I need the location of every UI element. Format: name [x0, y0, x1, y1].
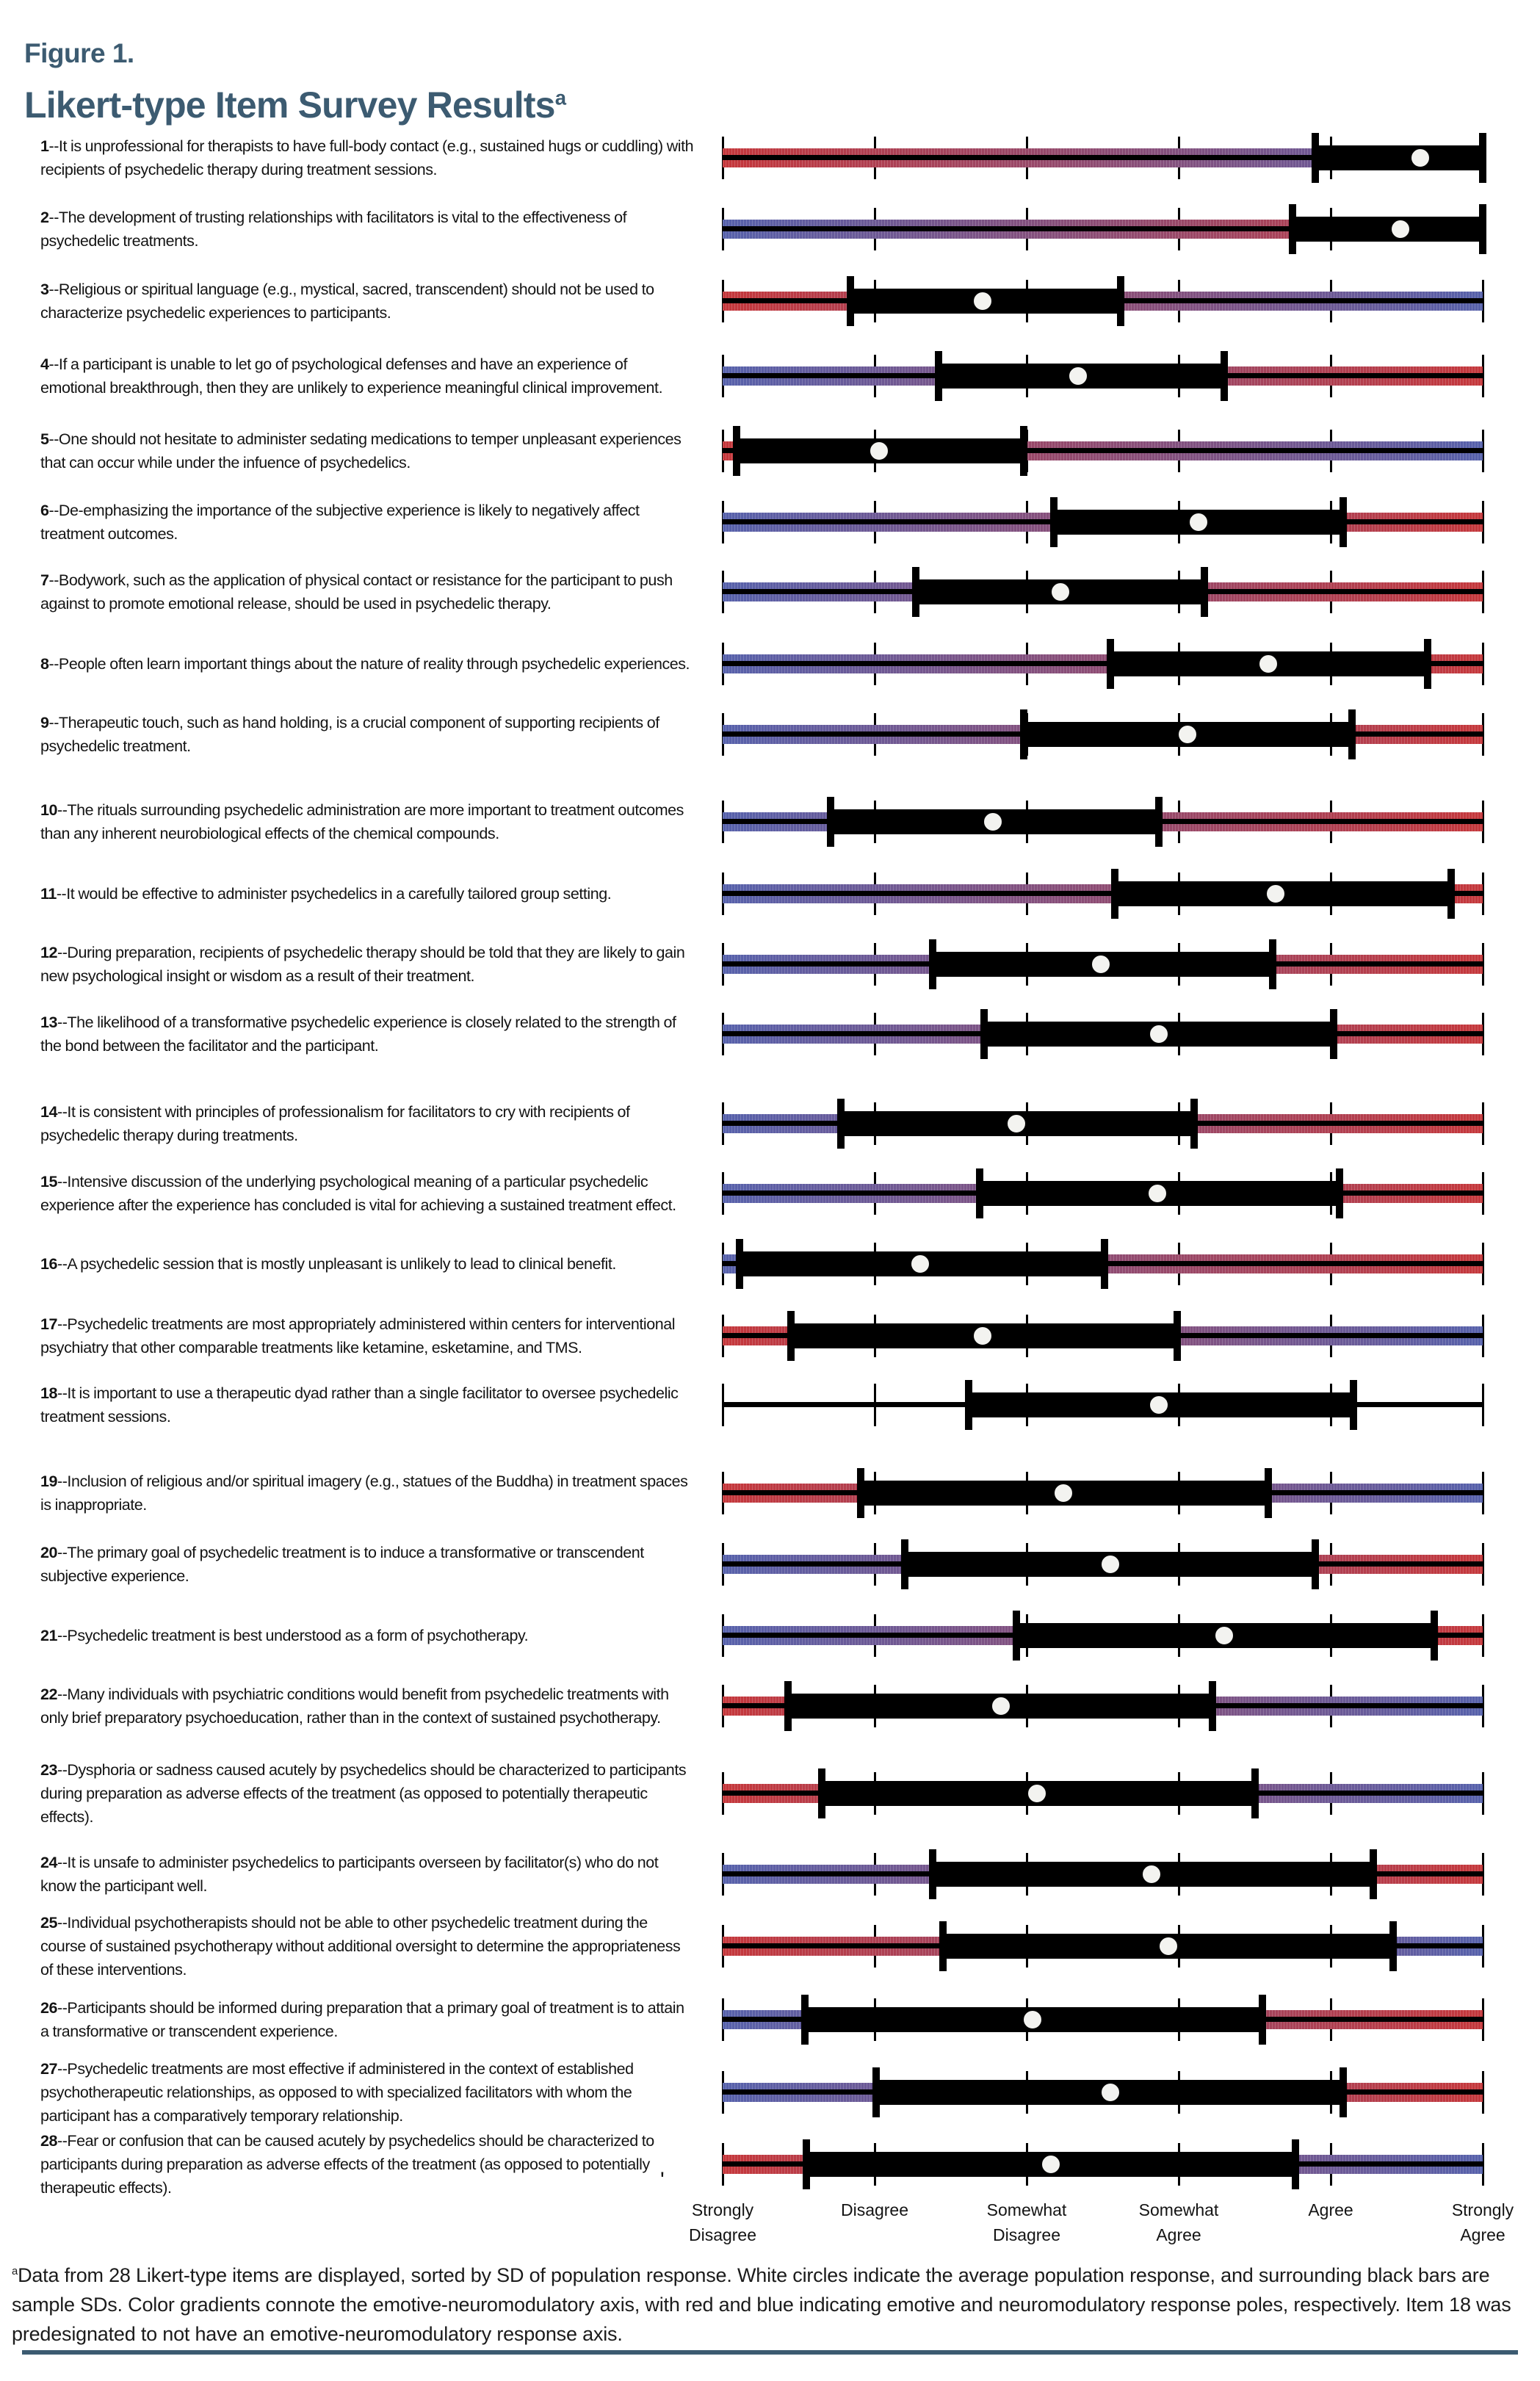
item-statement: 5--One should not hesitate to administer sedating medications to temper unpleasant experiences that can occur while under the infuence of psychedelics.	[40, 430, 682, 471]
item-number: 19	[40, 1473, 58, 1490]
mean-circle	[1146, 1392, 1171, 1417]
mean-circle	[970, 1323, 995, 1348]
likert-track	[723, 192, 1483, 266]
item-statement: 6--De-emphasizing the importance of the subjective experience is likely to negatively affect treatment outcomes.	[40, 502, 640, 543]
axis-tick-label	[946, 2197, 1107, 2247]
sd-bar-cap	[801, 1995, 809, 2045]
item-statement: 21--Psychedelic treatment is best understood as a form of psychotherapy.	[40, 1627, 529, 1644]
sd-bar-cap	[1265, 1468, 1272, 1518]
axis-tick-label	[794, 2197, 955, 2222]
sd-bar-cap	[1190, 1099, 1198, 1149]
item-number: 12	[40, 944, 58, 961]
mean-circle	[1098, 2080, 1123, 2105]
item-statement: 14--It is consistent with principles of professionalism for facilitators to cry with recipients of psychedelic therapy during treatments.	[40, 1103, 630, 1144]
mean-circle	[908, 1251, 933, 1276]
item-number: 21	[40, 1627, 58, 1644]
sd-bar	[1315, 145, 1483, 170]
item-number: 15	[40, 1173, 58, 1190]
item-number: 24	[40, 1854, 58, 1871]
sd-bar-cap	[912, 567, 919, 617]
item-number: 28	[40, 2132, 58, 2150]
likert-track	[723, 1599, 1483, 1672]
sd-bar-cap	[980, 1009, 988, 1059]
stray-mark: '	[660, 2168, 665, 2192]
item-statement: 4--If a participant is unable to let go of psychological defenses and have an experience of emotional breakthrough, then they are unlikely to experience meaningful clinical improvement.	[40, 355, 663, 397]
sd-bar-cap	[1389, 1921, 1397, 1971]
item-statement: 7--Bodywork, such as the application of physical contact or resistance for the participant to push against to promote emotional release, should be used in psychedelic therapy.	[40, 571, 673, 613]
item-number: 27	[40, 2060, 58, 2078]
sd-bar-cap	[1479, 204, 1486, 254]
likert-track	[723, 414, 1483, 488]
sd-bar-cap	[1020, 426, 1027, 476]
sd-bar-cap	[1111, 869, 1118, 919]
item-number: 4	[40, 355, 49, 373]
item-number: 7	[40, 571, 49, 589]
footnote-text: Data from 28 Likert-type items are displayed, sorted by SD of population response. White circles indicate the average population response, and surrounding black bars are sample SDs. Color gradients connote the emotive-neuromodulatory axis, with red and blue indicating emotive and neuromodulatory response poles, respectively. Item 18 was predesignated to not have an emotive-neuromodulatory response axis.	[12, 2264, 1511, 2345]
likert-track	[723, 857, 1483, 931]
sd-bar-cap	[1013, 1611, 1020, 1661]
likert-track	[723, 1157, 1483, 1230]
item-number: 2	[40, 209, 49, 226]
figure-title	[24, 84, 565, 126]
sd-bar-cap	[872, 2067, 880, 2117]
sd-bar-cap	[1050, 497, 1058, 547]
sd-bar-cap	[1289, 204, 1296, 254]
axis-tick-label	[1402, 2197, 1540, 2247]
item-number: 17	[40, 1315, 58, 1333]
likert-track	[723, 2128, 1483, 2201]
item-statement: 23--Dysphoria or sadness caused acutely by psychedelics should be characterized to participants during preparation as adverse effects of the treatment (as opposed to potentially therapeutic effects).	[40, 1761, 687, 1826]
axis-tick-label-line: Somewhat	[1138, 2200, 1219, 2219]
mean-circle	[1004, 1111, 1029, 1136]
item-statement: 27--Psychedelic treatments are most effective if administered in the context of established psychotherapeutic relationships, as opposed to with specialized facilitators with whom the participant has a comparatively temporary relationship.	[40, 2060, 634, 2125]
item-number: 3	[40, 281, 49, 298]
item-number: 11	[40, 885, 57, 903]
sd-bar-cap	[1340, 2067, 1347, 2117]
likert-track	[723, 928, 1483, 1001]
sd-bar-cap	[784, 1681, 792, 1731]
mean-circle	[1145, 1181, 1170, 1206]
item-number: 8	[40, 655, 49, 673]
item-statement: 24--It is unsafe to administer psychedelics to participants overseen by facilitator(s) who do not know the participant well.	[40, 1854, 659, 1895]
sd-bar-cap	[1431, 1611, 1438, 1661]
likert-track	[723, 1983, 1483, 2056]
likert-track	[723, 2056, 1483, 2129]
sd-bar-cap	[935, 351, 942, 401]
item-statement: 15--Intensive discussion of the underlying psychological meaning of a particular psychedelic experience after the experience has concluded is vital for achieving a sustained treatment effect.	[40, 1173, 676, 1214]
sd-bar-cap	[1221, 351, 1228, 401]
sd-bar-cap	[1336, 1168, 1343, 1218]
mean-circle	[1156, 1934, 1181, 1959]
axis-tick-label-line: Agree	[1308, 2200, 1353, 2219]
sd-bar-cap	[857, 1468, 864, 1518]
likert-track	[723, 1757, 1483, 1830]
item-number: 22	[40, 1686, 58, 1703]
sd-bar-cap	[901, 1539, 908, 1589]
sd-bar-cap	[1312, 133, 1319, 183]
axis-tick-label	[1250, 2197, 1411, 2222]
sd-bar-cap	[965, 1380, 972, 1430]
item-number: 18	[40, 1384, 58, 1402]
mean-circle	[1408, 145, 1433, 170]
item-number: 10	[40, 801, 58, 819]
item-statement: 18--It is important to use a therapeutic dyad rather than a single facilitator to oversee psychedelic treatment sessions.	[40, 1384, 679, 1426]
sd-bar-cap	[1424, 639, 1431, 689]
item-number: 23	[40, 1761, 58, 1779]
likert-track	[723, 339, 1483, 413]
sd-bar-cap	[929, 1849, 936, 1899]
likert-track	[723, 1368, 1483, 1442]
bottom-rule	[22, 2350, 1518, 2355]
axis-tick-label	[1098, 2197, 1259, 2247]
item-statement: 20--The primary goal of psychedelic treatment is to induce a transformative or transcendent subjective experience.	[40, 1544, 644, 1585]
sd-bar-cap	[1330, 1009, 1337, 1059]
sd-bar-cap	[827, 797, 834, 847]
sd-bar-cap	[939, 1921, 947, 1971]
sd-bar-cap	[1201, 567, 1208, 617]
axis-tick-label-line: Disagree	[840, 2200, 909, 2219]
item-number: 1	[40, 137, 49, 155]
likert-track	[723, 785, 1483, 859]
item-statement: 16--A psychedelic session that is mostly unpleasant is unlikely to lead to clinical benefit.	[40, 1255, 616, 1273]
item-number: 6	[40, 502, 49, 519]
item-statement: 10--The rituals surrounding psychedelic administration are more important to treatment outcomes than any inherent neurobiological effects of the chemical compounds.	[40, 801, 684, 842]
likert-track	[723, 485, 1483, 559]
sd-bar-cap	[1340, 497, 1347, 547]
sd-bar-cap	[1107, 639, 1114, 689]
item-statement: 17--Psychedelic treatments are most appropriately administered within centers for interventional psychiatry that other comparable treatments like ketamine, esketamine, and TMS.	[40, 1315, 676, 1356]
likert-track	[723, 1299, 1483, 1373]
sd-bar-cap	[1209, 1681, 1216, 1731]
item-statement: 19--Inclusion of religious and/or spiritual imagery (e.g., statues of the Buddha) in treatment spaces is inappropriate.	[40, 1473, 688, 1514]
mean-circle	[1051, 1481, 1076, 1506]
item-statement: 12--During preparation, recipients of psychedelic therapy should be told that they are likely to gain new psychological insight or wisdom as a result of their treatment.	[40, 944, 685, 985]
sd-bar-cap	[1350, 1380, 1357, 1430]
axis-tick-label-line: Agree	[1156, 2225, 1201, 2244]
item-statement: 9--Therapeutic touch, such as hand holding, is a crucial component of supporting recipients of psychedelic treatment.	[40, 714, 659, 755]
likert-track	[723, 1456, 1483, 1530]
likert-track	[723, 1087, 1483, 1160]
likert-track	[723, 997, 1483, 1071]
sd-bar-cap	[1117, 276, 1124, 326]
sd-bar-cap	[1479, 133, 1486, 183]
figure-title-text: Likert-type Item Survey Results	[24, 84, 555, 126]
likert-track	[723, 555, 1483, 629]
figure-label: Figure 1.	[24, 38, 134, 68]
sd-bar-cap	[787, 1311, 795, 1361]
mean-circle	[1038, 2152, 1063, 2177]
mean-circle	[1256, 651, 1281, 676]
item-statement: 3--Religious or spiritual language (e.g., mystical, sacred, transcendent) should not be used to characterize psychedelic experiences to participants.	[40, 281, 654, 322]
sd-bar-cap	[1292, 2139, 1299, 2189]
item-statement: 26--Participants should be informed during preparation that a primary goal of treatment is to attain a transformative or transcendent experience.	[40, 1999, 684, 2040]
likert-track	[723, 1528, 1483, 1601]
likert-track	[723, 121, 1483, 195]
footnote	[12, 2261, 1528, 2349]
sd-bar-cap	[1312, 1539, 1319, 1589]
sd-bar-cap	[1370, 1849, 1377, 1899]
mean-circle	[1186, 510, 1211, 535]
mean-circle	[1048, 579, 1073, 604]
sd-bar-cap	[1447, 869, 1455, 919]
mean-circle	[1388, 217, 1413, 242]
item-number: 5	[40, 430, 49, 448]
sd-bar-cap	[1348, 709, 1356, 759]
item-number: 20	[40, 1544, 58, 1561]
sd-bar-cap	[837, 1099, 845, 1149]
footnote-superscript: a	[12, 2266, 18, 2277]
item-statement: 11--It would be effective to administer psychedelics in a carefully tailored group setting.	[40, 885, 612, 903]
axis-tick-label-line: Strongly	[1451, 2200, 1514, 2219]
sd-bar-cap	[1020, 709, 1027, 759]
title-superscript: a	[554, 86, 566, 109]
axis-tick-label-line: Somewhat	[986, 2200, 1067, 2219]
axis-tick-label-line: Strongly	[691, 2200, 754, 2219]
item-statement: 13--The likelihood of a transformative psychedelic experience is closely related to the strength of the bond between the facilitator and the participant.	[40, 1014, 676, 1055]
likert-track	[723, 264, 1483, 338]
axis-tick-label-line: Disagree	[992, 2225, 1061, 2244]
sd-bar-cap	[1251, 1768, 1259, 1818]
axis-tick-label	[642, 2197, 803, 2247]
likert-track	[723, 698, 1483, 771]
mean-circle	[867, 438, 892, 463]
sd-bar-cap	[803, 2139, 810, 2189]
sd-bar-cap	[1269, 939, 1276, 989]
sd-bar-cap	[736, 1239, 743, 1289]
item-number: 26	[40, 1999, 58, 2017]
item-number: 16	[40, 1255, 58, 1273]
sd-bar-cap	[1174, 1311, 1181, 1361]
likert-track	[723, 1910, 1483, 1983]
mean-circle	[1212, 1623, 1237, 1648]
item-statement: 2--The development of trusting relationships with facilitators is vital to the effectiveness of psychedelic treatments.	[40, 209, 627, 250]
sd-bar-cap	[929, 939, 936, 989]
sd-bar-cap	[733, 426, 740, 476]
mean-circle	[1139, 1862, 1164, 1887]
item-number: 14	[40, 1103, 58, 1121]
mean-circle	[970, 289, 995, 314]
likert-track	[723, 627, 1483, 701]
mean-circle	[1146, 1022, 1171, 1047]
mean-circle	[988, 1694, 1013, 1719]
sd-bar-cap	[976, 1168, 983, 1218]
item-number: 25	[40, 1914, 58, 1932]
sd-bar-cap	[1101, 1239, 1108, 1289]
sd-bar-cap	[1259, 1995, 1266, 2045]
item-number: 13	[40, 1014, 58, 1031]
likert-track	[723, 1838, 1483, 1911]
mean-circle	[1098, 1552, 1123, 1577]
likert-track	[723, 1669, 1483, 1743]
axis-tick-label-line: Agree	[1460, 2225, 1505, 2244]
item-statement: 25--Individual psychotherapists should not be able to other psychedelic treatment during the course of sustained psychotherapy without additional oversight to determine the appropriateness of these interventions.	[40, 1914, 681, 1979]
item-statement: 22--Many individuals with psychiatric conditions would benefit from psychedelic treatments with only brief preparatory psychoeducation, rather than in the context of sustained psychotherapy.	[40, 1686, 669, 1727]
item-statement: 28--Fear or confusion that can be caused acutely by psychedelics should be characterized to participants during preparation as adverse effects of the treatment (as opposed to potentially therapeutic effects).	[40, 2132, 654, 2197]
sd-bar-cap	[1155, 797, 1163, 847]
axis-labels	[688, 2197, 1514, 2263]
likert-track	[723, 1227, 1483, 1301]
sd-bar-cap	[818, 1768, 825, 1818]
item-statement: 8--People often learn important things about the nature of reality through psychedelic experiences.	[40, 655, 690, 673]
axis-tick-label-line: Disagree	[688, 2225, 757, 2244]
item-statement: 1--It is unprofessional for therapists to have full-body contact (e.g., sustained hugs or cuddling) with recipients of psychedelic therapy during treatment sessions.	[40, 137, 694, 178]
item-number: 9	[40, 714, 49, 731]
sd-bar-cap	[847, 276, 854, 326]
